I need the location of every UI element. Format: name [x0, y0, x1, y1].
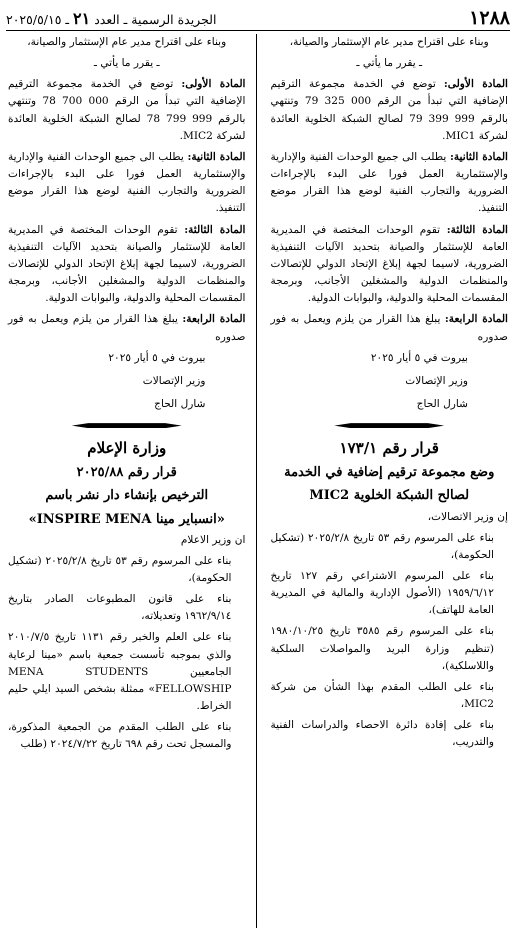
article-text: تقوم الوحدات المختصة في المديرية العامة للإستثمار والصيانة بتحديد الآليات التنفيذية الضرورية، لاسيما لجهة إبلاغ الإتحاد الدولي للإتصالات والمنظمات الدولية والمشغلين الأجانب، وبرمجة المقسمات المحلية والدولية، والبوابات الدولية.	[8, 223, 246, 305]
decision-title: الترخيص بإنشاء دار نشر باسم	[45, 488, 209, 504]
article	[8, 311, 246, 345]
article	[8, 149, 246, 218]
article-text: يطلب الى جميع الوحدات الفنية والإدارية والإستثمارية العمل فورا على البدء بالإجراءات الضرورية والتجارب الفنية لوضع هذا القرار موضع التنفيذ.	[270, 150, 508, 215]
columns	[8, 34, 508, 928]
consideration: بناء على المرسوم رقم ٣٥٨٥ تاريخ ١٩٨٠/١٠/٢٥ (تنظيم وزارة البريد والمواصلات السلكية واللاسلكية)،	[270, 625, 494, 672]
signer-title: وزير الإتصالات	[405, 374, 468, 387]
consideration: بناء على الطلب المقدم من الجمعية المذكورة، والمسجل تحت رقم ٦٩٨ تاريخ ٢٠٢٤/٧/٢٢ (طلب	[8, 721, 232, 751]
page-header	[6, 6, 510, 31]
article-text: توضع في الخدمة مجموعة الترقيم الإضافية التي تبدأ من الرقم 000 325 79 وتنتهي بالرقم 999 399 79 لصالح الشبكة الخلوية العائدة لشركة MIC1.	[270, 78, 509, 142]
minister-line: إن وزير الاتصالات،	[427, 510, 508, 523]
consideration: بناء على المرسوم رقم ٥٣ تاريخ ٢٠٢٥/٢/٨ (تشكيل الحكومة)،	[8, 554, 232, 584]
decision-title: لصالح الشبكة الخلوية MIC2	[309, 488, 470, 504]
place-date: بيروت في ٥ أيار ٢٠٢٥	[108, 351, 206, 364]
gazette-label: الجريدة الرسمية ـ العدد	[94, 11, 217, 27]
consideration: بناء على المرسوم الاشتراعي رقم ١٢٧ تاريخ ١٩٥٩/٦/١٢ (الأصول الإدارية والمالية في المديرية العامة للهاتف)،	[270, 569, 494, 617]
section-divider	[334, 423, 444, 428]
consideration: بناء على المرسوم رقم ٥٣ تاريخ ٢٠٢٥/٢/٨ (تشكيل الحكومة)،	[270, 531, 494, 561]
page-number: ١٢٨٨	[469, 7, 510, 29]
article	[271, 149, 509, 218]
consideration: بناء على العلم والخبر رقم ١١٣١ تاريخ ٢٠١٠/٧/٥ والذي بموجبه تأسست جمعية باسم «مينا لرعاية الجامعيين MENA STUDENTS FELLOWSHIP» ممثلة بشخص السيد ايلي حليم الخراط.	[8, 631, 232, 712]
article	[271, 311, 509, 345]
publisher-name: «انسباير مينا INSPIRE MENA»	[28, 511, 225, 527]
ministry-title: وزارة الإعلام	[87, 439, 167, 458]
signer-name: شارل الحاج	[416, 397, 468, 410]
article-text: يطلب الى جميع الوحدات الفنية والإدارية والإستثمارية العمل فورا على البدء بالإجراءات الضرورية والتجارب الفنية لوضع هذا القرار موضع التنفيذ.	[8, 150, 246, 215]
article-label: المادة الرابعة:	[182, 313, 246, 326]
article	[8, 222, 246, 308]
article-label: المادة الثالثة:	[184, 223, 246, 236]
article-label: المادة الأولى:	[181, 78, 246, 91]
decision-number: قرار رقم ١٧٣/١	[339, 439, 439, 458]
right-column	[271, 34, 509, 928]
article	[271, 76, 509, 145]
gazette-title	[6, 9, 216, 28]
signer-name: شارل الحاج	[154, 397, 206, 410]
article-text: يبلغ هذا القرار من يلزم ويعمل به فور صدوره	[270, 313, 508, 343]
article-label: المادة الثالثة:	[446, 223, 509, 236]
article	[271, 222, 509, 308]
left-column	[8, 34, 246, 928]
decides-line: ـ يقرر ما يأتي ـ	[93, 57, 160, 70]
article-label: المادة الثانية:	[187, 150, 246, 163]
intro-text: وبناء على اقتراح مدير عام الإستثمار والصيانة،	[289, 36, 489, 48]
article-text: تقوم الوحدات المختصة في المديرية العامة للإستثمار والصيانة بتحديد الآليات التنفيذية الضرورية، لاسيما لجهة إبلاغ الإتحاد الدولي للإتصالات والمنظمات الدولية والمشغلين الأجانب، وبرمجة المقسمات المحلية والدولية، والبوابات الدولية.	[270, 223, 508, 305]
decision-number: قرار رقم ٢٠٢٥/٨٨	[76, 465, 177, 481]
minister-line: ان وزير الاعلام	[180, 533, 246, 546]
intro-text: وبناء على اقتراح مدير عام الإستثمار والصيانة،	[27, 36, 227, 48]
issue-date: ـ ٢٠٢٥/٥/١٥	[6, 11, 70, 27]
decides-line: ـ يقرر ما يأتي ـ	[356, 57, 423, 70]
article-text: يبلغ هذا القرار من يلزم ويعمل به فور صدوره	[8, 313, 246, 343]
column-separator	[256, 34, 257, 928]
consideration: بناء على الطلب المقدم بهذا الشأن من شركة MIC2،	[270, 680, 494, 711]
section-divider	[72, 423, 182, 428]
article-label: المادة الأولى:	[443, 78, 508, 91]
article-label: المادة الثانية:	[449, 150, 508, 163]
issue-number: ٢١	[73, 8, 91, 28]
place-date: بيروت في ٥ أيار ٢٠٢٥	[370, 351, 468, 364]
article	[8, 76, 246, 145]
consideration: بناء على إفادة دائرة الاحصاء والدراسات الفنية والتدريب،	[270, 719, 494, 749]
consideration: بناء على قانون المطبوعات الصادر بتاريخ ١٩٦٢/٩/١٤ وتعديلاته،	[8, 593, 232, 623]
signer-title: وزير الإتصالات	[142, 374, 206, 387]
decision-title: وضع مجموعة ترقيم إضافية في الخدمة	[284, 465, 495, 481]
article-text: توضع في الخدمة مجموعة الترقيم الإضافية التي تبدأ من الرقم 000 700 78 وتنتهي بالرقم 999 799 78 لصالح الشبكة الخلوية العائدة لشركة MIC2.	[8, 78, 246, 142]
article-label: المادة الرابعة:	[444, 313, 508, 326]
